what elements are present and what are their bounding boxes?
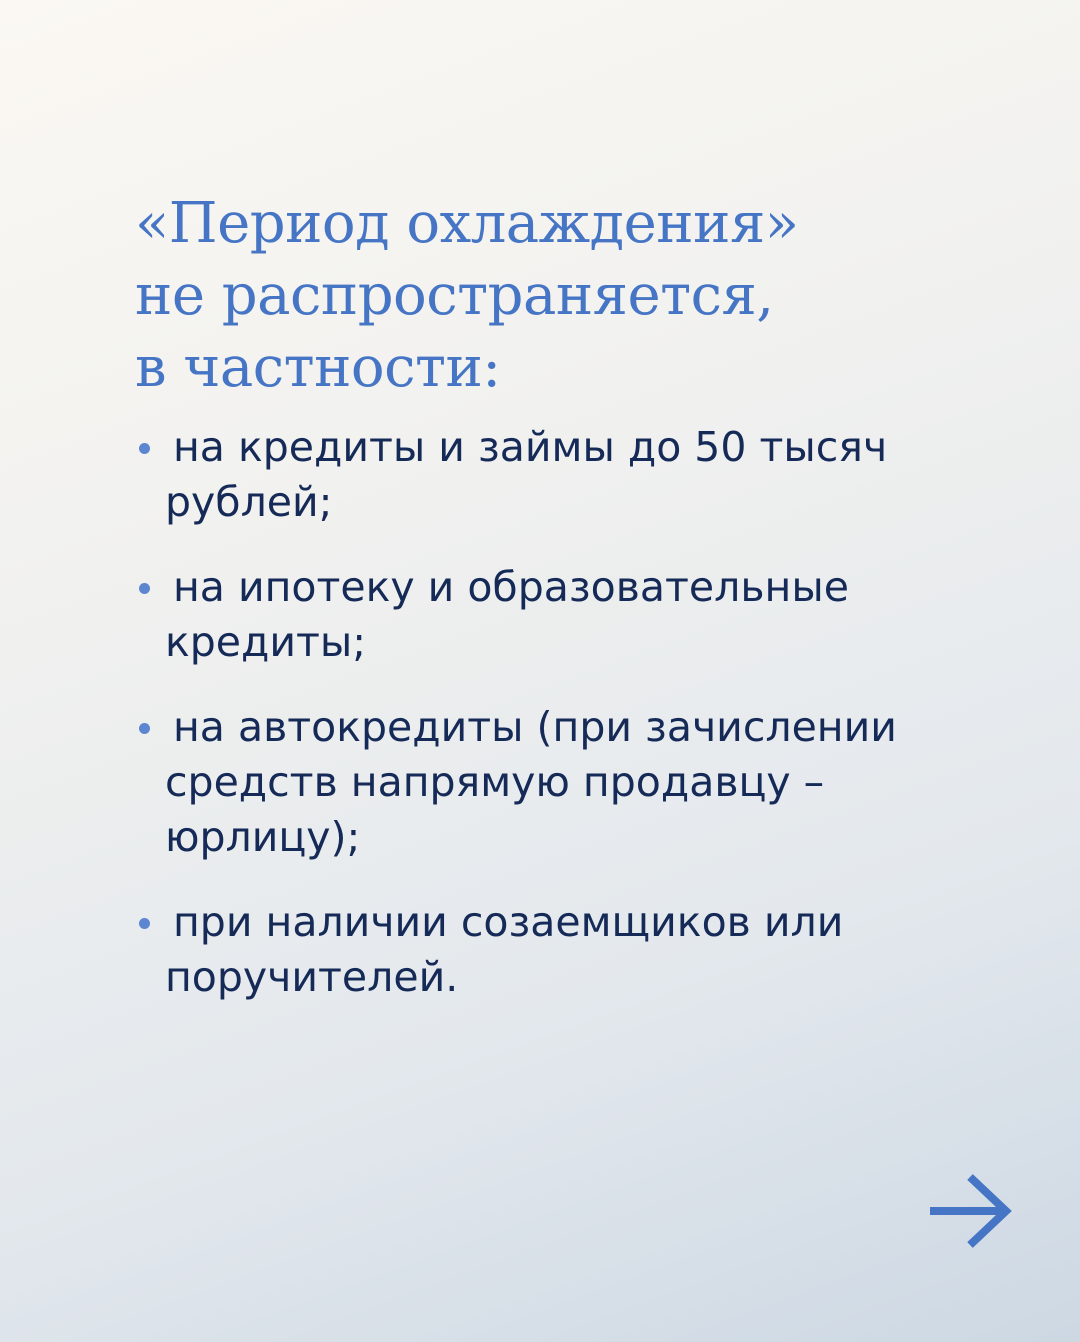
- bullet-dot-icon: [139, 443, 150, 454]
- list-item-line: юрлицу);: [165, 813, 361, 861]
- list-item: [135, 560, 1015, 670]
- list-item-line: рублей;: [165, 478, 333, 526]
- list-item: [135, 700, 1015, 865]
- heading-line: не распространяется,: [135, 263, 774, 328]
- heading-line: в частности:: [135, 335, 501, 400]
- list-item-line: кредиты;: [165, 618, 367, 666]
- list-item-line: на автокредиты (при зачислении: [173, 703, 897, 751]
- bullet-dot-icon: [139, 583, 150, 594]
- heading-line: «Период охлаждения»: [135, 191, 799, 256]
- list-item-line: на ипотеку и образовательные: [173, 563, 849, 611]
- list-item-line: на кредиты и займы до 50 тысяч: [173, 423, 888, 471]
- list-item-line: при наличии созаемщиков или: [173, 898, 844, 946]
- bullet-dot-icon: [139, 723, 150, 734]
- arrow-right-icon[interactable]: [926, 1172, 1014, 1250]
- list-item: [135, 895, 1015, 1005]
- list-item-line: поручителей.: [165, 953, 459, 1001]
- exceptions-list: [135, 420, 1015, 1035]
- bullet-dot-icon: [139, 918, 150, 929]
- heading: [135, 188, 1015, 404]
- list-item: [135, 420, 1015, 530]
- list-item-line: средств напрямую продавцу –: [165, 758, 825, 806]
